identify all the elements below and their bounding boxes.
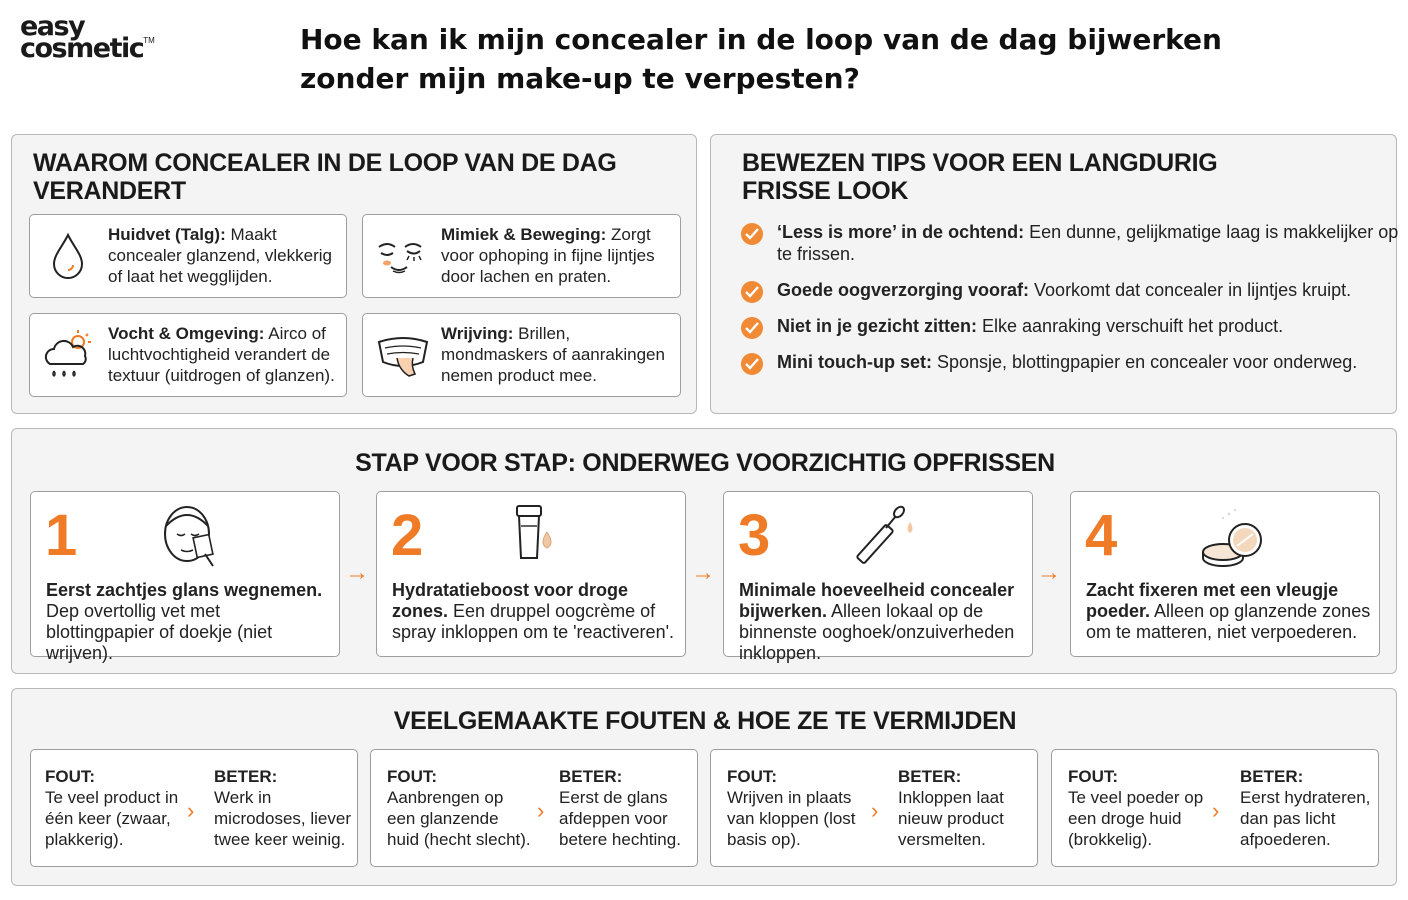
mistake-card-3 — [710, 749, 1038, 867]
tip-item — [741, 315, 1401, 337]
right-text: Werk in microdoses, liever twee keer weinig. — [214, 788, 351, 849]
right-label: BETER: — [898, 767, 962, 786]
step-number: 2 — [391, 503, 424, 568]
why-card-sebum — [29, 214, 347, 298]
mistakes-panel — [11, 688, 1397, 886]
steps-panel — [11, 428, 1397, 674]
right-text: Inkloppen laat nieuw product versmelten. — [898, 788, 1004, 849]
step-text: Dep overtollig vet met blottingpapier of doekje (niet wrijven). — [46, 601, 273, 663]
chevron-right-icon: › — [871, 798, 879, 823]
weather-cloud-icon — [42, 328, 102, 384]
tip-label: Mini touch-up set: — [777, 352, 932, 372]
step-text: Alleen op glanzende zones om te matteren, niet verpoederen. — [1086, 601, 1371, 642]
wrong-label: FOUT: — [727, 767, 778, 786]
wrong-label: FOUT: — [45, 767, 96, 786]
tip-text: Elke aanraking verschuift het product. — [977, 316, 1284, 336]
wrong-text: Wrijven in plaats van kloppen (lost basis op). — [727, 788, 856, 849]
steps-title: STAP VOOR STAP: ONDERWEG VOORZICHTIG OPFRISSEN — [355, 449, 1055, 477]
why-label-1: Huidvet (Talg): — [108, 225, 226, 244]
step-text: Alleen lokaal op de binnenste ooghoek/onzuiverheden inkloppen. — [739, 601, 1015, 663]
step-label: Minimale hoeveelheid concealer bijwerken. — [739, 580, 1015, 621]
why-title: WAAROM CONCEALER IN DE LOOP VAN DE DAG VERANDERT — [33, 149, 617, 205]
tips-title: BEWEZEN TIPS VOOR EEN LANGDURIG FRISSE LOOK — [742, 149, 1218, 205]
mask-hand-icon — [375, 328, 435, 384]
wrong-text: Te veel poeder op een droge huid (brokkelig). — [1068, 788, 1204, 849]
right-label: BETER: — [214, 767, 278, 786]
why-text-3: Airco of luchtvochtigheid verandert de textuur (uitdrogen of glanzen). — [108, 324, 335, 385]
why-card-friction — [362, 313, 681, 397]
step-number: 3 — [738, 503, 771, 568]
step-number: 1 — [45, 503, 78, 568]
arrow-right-icon: → — [691, 559, 715, 586]
mistakes-title: VEELGEMAAKTE FOUTEN & HOE ZE TE VERMIJDEN — [393, 707, 1017, 735]
right-label: BETER: — [1240, 767, 1304, 786]
step-label: Zacht fixeren met een vleugje poeder. — [1086, 580, 1339, 621]
blotting-face-icon — [149, 502, 229, 572]
step-text: Een druppel oogcrème of spray inkloppen om te 'reactiveren'. — [392, 601, 675, 642]
logo-line-2: cosmetic — [20, 33, 144, 65]
right-text: Eerst de glans afdeppen voor betere hechting. — [559, 788, 681, 849]
step-card-3 — [723, 491, 1033, 663]
check-icon — [741, 353, 763, 375]
why-label-2: Mimiek & Beweging: — [441, 225, 607, 244]
brand-logo — [20, 11, 180, 65]
why-text-2: Zorgt voor ophoping in fijne lijntjes door lachen en praten. — [441, 225, 655, 286]
tip-label: Niet in je gezicht zitten: — [777, 316, 978, 336]
chevron-right-icon: › — [537, 798, 545, 823]
why-label-3: Vocht & Omgeving: — [108, 324, 265, 343]
droplet-icon — [42, 229, 102, 285]
tip-item — [741, 351, 1401, 373]
arrow-right-icon: → — [345, 559, 369, 586]
mistake-card-1 — [30, 749, 358, 867]
step-card-4 — [1070, 491, 1380, 657]
powder-compact-icon — [1189, 502, 1269, 572]
why-text-4: Brillen, mondmaskers of aanrakingen nemen product mee. — [441, 324, 665, 385]
tip-item — [741, 279, 1401, 301]
mistake-card-4 — [1051, 749, 1379, 867]
tip-text: Een dunne, gelijkmatige laag is makkelijker op te frissen. — [777, 222, 1399, 264]
step-card-1 — [30, 491, 340, 663]
wrong-label: FOUT: — [1068, 767, 1119, 786]
check-icon — [741, 317, 763, 339]
right-label: BETER: — [559, 767, 623, 786]
arrow-right-icon: → — [1037, 559, 1061, 586]
why-label-4: Wrijving: — [441, 324, 514, 343]
check-icon — [741, 281, 763, 303]
cream-tube-icon — [495, 502, 575, 572]
tips-panel — [710, 134, 1397, 414]
concealer-wand-icon — [842, 502, 922, 572]
tip-label: ‘Less is more’ in de ochtend: — [777, 222, 1025, 242]
tip-text: Sponsje, blottingpapier en concealer voor onderweg. — [931, 352, 1358, 372]
tip-item — [741, 221, 1401, 265]
face-expression-icon — [375, 229, 435, 285]
chevron-right-icon: › — [187, 798, 195, 823]
why-panel — [11, 134, 697, 414]
step-card-2 — [376, 491, 686, 657]
tip-text: Voorkomt dat concealer in lijntjes kruipt. — [1029, 280, 1352, 300]
tips-list — [741, 221, 1401, 373]
why-card-mimic — [362, 214, 681, 298]
step-number: 4 — [1085, 503, 1118, 568]
tip-label: Goede oogverzorging vooraf: — [777, 280, 1030, 300]
right-text: Eerst hydrateren, dan pas licht afpoederen. — [1240, 788, 1371, 849]
page-title: Hoe kan ik mijn concealer in de loop van de dag bijwerken zonder mijn make-up te verpesten? — [300, 23, 1222, 95]
wrong-text: Aanbrengen op een glanzende huid (hecht slecht). — [387, 788, 531, 849]
chevron-right-icon: › — [1212, 798, 1220, 823]
wrong-text: Te veel product in één keer (zwaar, plakkerig). — [45, 788, 179, 849]
mistake-card-2 — [370, 749, 698, 867]
logo-trademark: TM — [143, 36, 155, 46]
wrong-label: FOUT: — [387, 767, 438, 786]
why-card-humidity — [29, 313, 347, 397]
step-label: Hydratatieboost voor droge zones. — [392, 580, 629, 621]
logo-line-1: easy — [20, 11, 85, 42]
check-icon — [741, 223, 763, 245]
step-label: Eerst zachtjes glans wegnemen. — [46, 580, 323, 600]
why-text-1: Maakt concealer glanzend, vlekkerig of laat het wegglijden. — [108, 225, 332, 286]
